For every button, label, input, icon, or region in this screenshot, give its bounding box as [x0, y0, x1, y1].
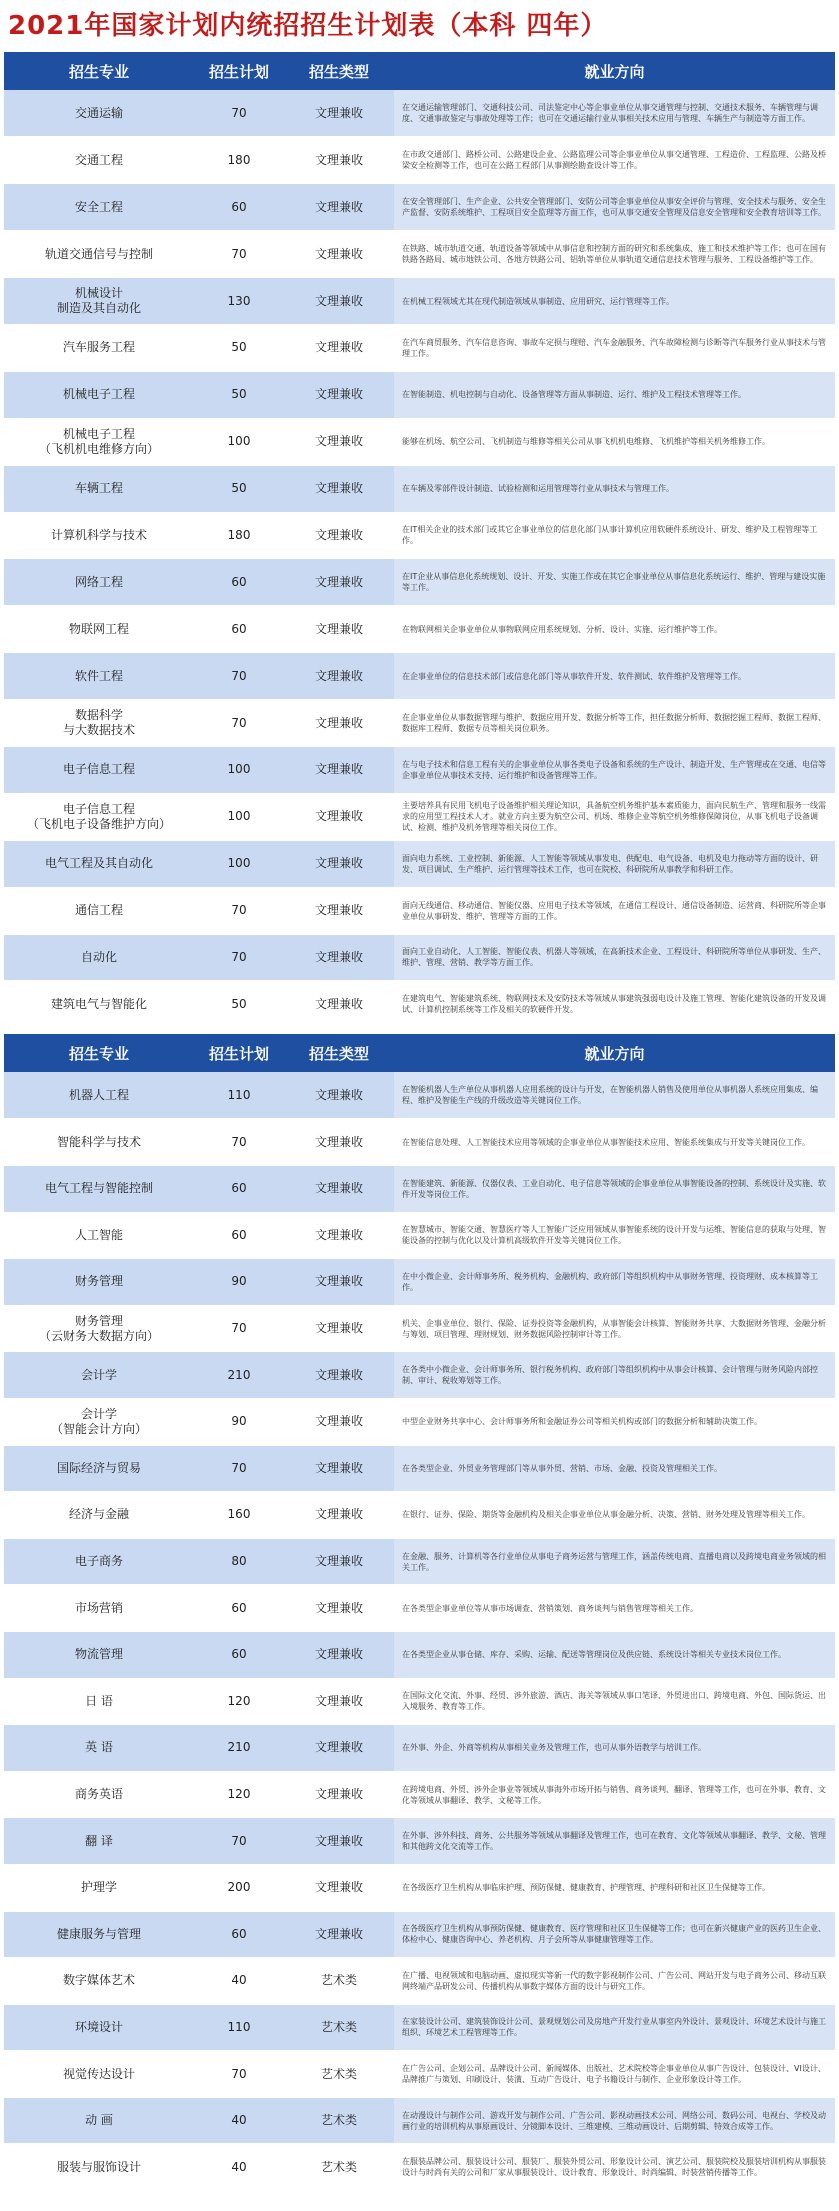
table-row	[4, 1492, 835, 1539]
plan-cell: 200	[194, 1864, 284, 1911]
major-cell: 电子商务	[4, 1538, 194, 1585]
enrollment-table-2	[4, 1034, 835, 2191]
major-cell: 国际经济与贸易	[4, 1445, 194, 1492]
table-body-2	[4, 1072, 835, 2190]
plan-cell: 70	[194, 1305, 284, 1352]
table-row	[4, 1259, 835, 1306]
type-cell: 文理兼收	[284, 1585, 394, 1632]
plan-cell: 50	[194, 465, 284, 512]
plan-cell: 90	[194, 1398, 284, 1445]
type-cell: 文理兼收	[284, 1119, 394, 1166]
table-row	[4, 324, 835, 371]
type-cell: 艺术类	[284, 2004, 394, 2051]
direction-cell: 在服装品牌公司、服装设计公司、服装厂、服装外贸公司、形象设计公司、演艺公司、服装院校及服装培训机构从事服装设计与时尚有关的公司和厂家从事服装设计、设计教育、形象设计、时尚编辑、时装营销传播等工作。	[394, 2144, 835, 2191]
table-row	[4, 1818, 835, 1865]
table-row	[4, 559, 835, 606]
type-cell: 文理兼收	[284, 465, 394, 512]
type-cell: 文理兼收	[284, 1445, 394, 1492]
major-cell: 健康服务与管理	[4, 1911, 194, 1958]
plan-cell: 100	[194, 418, 284, 465]
plan-cell: 40	[194, 2097, 284, 2144]
major-cell: 电气工程与智能控制	[4, 1166, 194, 1213]
direction-cell: 主要培养具有民用飞机电子设备维护相关理论知识，具备航空机务维护基本素质能力，面向民航生产、管理和服务一线需求的应用型工程技术人才。就业方向主要为航空公司、机场、维修企业等航空机务维修保障岗位，从事飞机电子设备调试、检测、维护及机务管理等相关岗位工作。	[394, 793, 835, 840]
type-cell: 艺术类	[284, 1958, 394, 2005]
table-row	[4, 2097, 835, 2144]
table-row	[4, 840, 835, 887]
type-cell: 文理兼收	[284, 137, 394, 184]
major-cell: 日 语	[4, 1678, 194, 1725]
major-cell: 环境设计	[4, 2004, 194, 2051]
table-row	[4, 371, 835, 418]
type-cell: 文理兼收	[284, 1818, 394, 1865]
header-type: 招生类型	[284, 1034, 394, 1072]
table-row	[4, 934, 835, 981]
major-cell: 机械电子工程	[4, 371, 194, 418]
type-cell: 文理兼收	[284, 746, 394, 793]
type-cell: 艺术类	[284, 2097, 394, 2144]
direction-cell: 在建筑电气、智能建筑系统、物联网技术及安防技术等领域从事建筑强弱电设计及施工管理、智能化建筑设备的开发及调试、计算机控制系统等工作及相关的软硬件开发。	[394, 981, 835, 1028]
table-body-1	[4, 90, 835, 1028]
plan-cell: 50	[194, 981, 284, 1028]
table-row	[4, 2004, 835, 2051]
major-cell: 通信工程	[4, 887, 194, 934]
direction-cell: 能够在机场、航空公司、飞机制造与维修等相关公司从事飞机机电维修、飞机维护等相关机务维修工作。	[394, 418, 835, 465]
direction-cell: 机关、企事业单位、银行、保险、证券投资等金融机构，从事智能会计核算、智能财务共享、大数据财务管理、金融分析与筹划、项目管理、理财规划、财务数据风险控制审计等工作。	[394, 1305, 835, 1352]
plan-cell: 70	[194, 934, 284, 981]
major-cell: 商务英语	[4, 1771, 194, 1818]
table-row	[4, 512, 835, 559]
table-row	[4, 793, 835, 840]
table-row	[4, 1678, 835, 1725]
direction-cell: 在动漫设计与制作公司、游戏开发与制作公司、广告公司、影视动画技术公司、网络公司、数码公司、电视台、学校及动画行业的培训机构从事原画设计、分镜脚本设计、三维建模、三维动画设计、后期剪辑、特效合成等工作。	[394, 2097, 835, 2144]
direction-cell: 在物联网相关企事业单位从事物联网应用系统规划、分析、设计、实施、运行维护等工作。	[394, 606, 835, 653]
table-row	[4, 1958, 835, 2005]
type-cell: 文理兼收	[284, 1911, 394, 1958]
page-title: 2021年国家计划内统招招生计划表（本科 四年）	[8, 11, 608, 41]
major-cell: 自动化	[4, 934, 194, 981]
type-cell: 文理兼收	[284, 1166, 394, 1213]
major-cell: 动 画	[4, 2097, 194, 2144]
table-row	[4, 981, 835, 1028]
direction-cell: 在各类型企事业单位等从事市场调查、营销策划、商务谈判与销售管理等相关工作。	[394, 1585, 835, 1632]
major-cell: 会计学	[4, 1352, 194, 1399]
header-direction: 就业方向	[394, 1034, 835, 1072]
plan-cell: 60	[194, 1911, 284, 1958]
major-cell: 翻 译	[4, 1818, 194, 1865]
major-cell: 经济与金融	[4, 1492, 194, 1539]
table-row	[4, 746, 835, 793]
type-cell: 文理兼收	[284, 1259, 394, 1306]
table-row	[4, 418, 835, 465]
major-cell: 汽车服务工程	[4, 324, 194, 371]
direction-cell: 在与电子技术和信息工程有关的企事业单位从事各类电子设备和系统的生产设计、制造开发、生产管理或在交通、电信等企事业单位从事技术支持、运行维护和设备管理等工作。	[394, 746, 835, 793]
type-cell: 文理兼收	[284, 1212, 394, 1259]
direction-cell: 在跨境电商、外贸、涉外企事业等领域从事海外市场开拓与销售、商务谈判、翻译、管理等工作，也可在外事、教育、文化等领域从事翻译、教学、文秘等工作。	[394, 1771, 835, 1818]
table-row	[4, 2051, 835, 2098]
plan-cell: 60	[194, 1631, 284, 1678]
major-cell: 计算机科学与技术	[4, 512, 194, 559]
header-direction: 就业方向	[394, 52, 835, 90]
type-cell: 文理兼收	[284, 1305, 394, 1352]
direction-cell: 在外事、外企、外商等机构从事相关业务及管理工作，也可从事外语教学与培训工作。	[394, 1725, 835, 1772]
plan-cell: 120	[194, 1678, 284, 1725]
plan-cell: 110	[194, 1072, 284, 1119]
direction-cell: 在广告公司、企划公司、品牌设计公司、新闻媒体、出版社、艺术院校等企事业单位从事广告设计、包装设计、VI设计、品牌推广与策划、印刷设计、装潢、互动广告设计、电子书籍设计与制作、企业形象设计等工作。	[394, 2051, 835, 2098]
enrollment-table-1	[4, 52, 835, 1028]
direction-cell: 在铁路、城市轨道交通、轨道设备等领域中从事信息和控制方面的研究和系统集成、施工和技术维护等工作；也可在国有铁路各路局、城市地铁公司、各地方铁路公司、铝轨等单位从事轨道交通信息技术管理与服务、工程设备维护等工作。	[394, 231, 835, 278]
plan-cell: 160	[194, 1492, 284, 1539]
major-cell: 物流管理	[4, 1631, 194, 1678]
type-cell: 文理兼收	[284, 418, 394, 465]
plan-cell: 70	[194, 1119, 284, 1166]
plan-cell: 120	[194, 1771, 284, 1818]
direction-cell: 在市政交通部门、路桥公司、公路建设企业、公路监理公司等企事业单位从事交通管理、工程造价、工程监理、公路及桥梁安全检测等工作，也可在公路工程部门从事测绘勘查设计等工作。	[394, 137, 835, 184]
direction-cell: 在企事业单位的信息技术部门或信息化部门等从事软件开发、软件测试、软件维护及管理等工作。	[394, 653, 835, 700]
direction-cell: 在智能机器人生产单位从事机器人应用系统的设计与开发，在智能机器人销售及使用单位从事机器人系统应用集成、编程、维护及智能生产线的升级改造等关键岗位工作。	[394, 1072, 835, 1119]
plan-cell: 110	[194, 2004, 284, 2051]
major-cell: 会计学 （智能会计方向）	[4, 1398, 194, 1445]
plan-cell: 180	[194, 512, 284, 559]
direction-cell: 在外事、涉外科技、商务、公共服务等领域从事翻译及管理工作，也可在教育、文化等领域从事翻译、教学、文秘、管理和其他跨文化交流等工作。	[394, 1818, 835, 1865]
type-cell: 文理兼收	[284, 1398, 394, 1445]
type-cell: 艺术类	[284, 2051, 394, 2098]
table-row	[4, 887, 835, 934]
table-row	[4, 465, 835, 512]
table-row	[4, 1398, 835, 1445]
type-cell: 文理兼收	[284, 1492, 394, 1539]
major-cell: 服装与服饰设计	[4, 2144, 194, 2191]
type-cell: 文理兼收	[284, 231, 394, 278]
type-cell: 文理兼收	[284, 512, 394, 559]
direction-cell: 面向工业自动化、人工智能、智能仪表、机器人等领域，在高新技术企业、工程设计、科研院所等单位从事研发、生产、维护、管理、营销、教学等方面工作。	[394, 934, 835, 981]
major-cell: 人工智能	[4, 1212, 194, 1259]
type-cell: 文理兼收	[284, 278, 394, 325]
table-row	[4, 1725, 835, 1772]
table-row	[4, 1911, 835, 1958]
plan-cell: 100	[194, 746, 284, 793]
direction-cell: 在各级医疗卫生机构从事临床护理、预防保健、健康教育、护理管理、护理科研和社区卫生保健等工作。	[394, 1864, 835, 1911]
plan-cell: 130	[194, 278, 284, 325]
table-row	[4, 1072, 835, 1119]
direction-cell: 在机械工程领域尤其在现代制造领域从事制造、应用研究、运行管理等工作。	[394, 278, 835, 325]
type-cell: 文理兼收	[284, 90, 394, 137]
major-cell: 交通运输	[4, 90, 194, 137]
major-cell: 数据科学 与大数据技术	[4, 700, 194, 747]
type-cell: 文理兼收	[284, 1725, 394, 1772]
plan-cell: 70	[194, 700, 284, 747]
plan-cell: 50	[194, 371, 284, 418]
plan-cell: 70	[194, 1445, 284, 1492]
type-cell: 文理兼收	[284, 1631, 394, 1678]
direction-cell: 在家装设计公司、建筑装饰设计公司、景观规划公司及房地产开发行业从事室内外设计、景观设计、环境艺术设计与施工组织、环境艺术工程管理等工作。	[394, 2004, 835, 2051]
direction-cell: 在汽车商贸服务、汽车信息咨询、事故车定损与理赔、汽车金融服务、汽车故障检测与诊断等汽车服务行业从事技术与管理工作。	[394, 324, 835, 371]
direction-cell: 在IT企业从事信息化系统规划、设计、开发、实施工作或在其它企事业单位从事信息化系统运行、维护、管理与建设实施等工作。	[394, 559, 835, 606]
major-cell: 智能科学与技术	[4, 1119, 194, 1166]
type-cell: 文理兼收	[284, 1771, 394, 1818]
direction-cell: 在智能建筑、新能源、仪器仪表、工业自动化、电子信息等领域的企事业单位从事智能设备的控制、系统设计及实施、软件开发等岗位工作。	[394, 1166, 835, 1213]
table-row	[4, 1631, 835, 1678]
major-cell: 物联网工程	[4, 606, 194, 653]
major-cell: 电子信息工程 （飞机电子设备维护方向）	[4, 793, 194, 840]
table-row	[4, 1166, 835, 1213]
major-cell: 机械设计 制造及其自动化	[4, 278, 194, 325]
plan-cell: 100	[194, 793, 284, 840]
table-row	[4, 1585, 835, 1632]
direction-cell: 面向无线通信、移动通信、智能仪器、应用电子技术等领域，在通信工程设计、通信设备制造、运营商、科研院所等企事业单位从事研发、维护、管理等方面的工作。	[394, 887, 835, 934]
table-row	[4, 137, 835, 184]
table-row	[4, 1119, 835, 1166]
table-header-row	[4, 1034, 835, 1072]
type-cell: 文理兼收	[284, 1538, 394, 1585]
table-row	[4, 231, 835, 278]
direction-cell: 在智能制造、机电控制与自动化、设备管理等方面从事制造、运行、维护及工程技术管理等工作。	[394, 371, 835, 418]
major-cell: 交通工程	[4, 137, 194, 184]
major-cell: 建筑电气与智能化	[4, 981, 194, 1028]
type-cell: 文理兼收	[284, 1678, 394, 1725]
direction-cell: 在广播、电视领域和电脑动画、虚拟现实等新一代的数字影视制作公司、广告公司、网站开发与电子商务公司、移动互联网终端产品研发公司、传播机构从事数字媒体方面的设计与研究工作。	[394, 1958, 835, 2005]
major-cell: 机器人工程	[4, 1072, 194, 1119]
plan-cell: 60	[194, 1166, 284, 1213]
plan-cell: 60	[194, 1585, 284, 1632]
direction-cell: 在交通运输管理部门、交通科技公司、司法鉴定中心等企事业单位从事交通管理与控制、交通技术服务、车辆管理与调度、交通事故鉴定与事故处理等工作；也可在交通运输行业从事相关技术应用与管理、车辆生产与制造等方面工作。	[394, 90, 835, 137]
major-cell: 电气工程及其自动化	[4, 840, 194, 887]
table-row	[4, 1212, 835, 1259]
type-cell: 艺术类	[284, 2144, 394, 2191]
table-row	[4, 1771, 835, 1818]
direction-cell: 在车辆及零部件设计制造、试验检测和运用管理等行业从事技术与管理工作。	[394, 465, 835, 512]
direction-cell: 在智慧城市、智能交通、智慧医疗等人工智能广泛应用领域从事智能系统的设计开发与运维、智能信息的获取与处理、智能设备的控制与优化以及计算机高级软件开发等关键岗位工作。	[394, 1212, 835, 1259]
plan-cell: 70	[194, 653, 284, 700]
plan-cell: 70	[194, 90, 284, 137]
plan-cell: 210	[194, 1352, 284, 1399]
plan-cell: 80	[194, 1538, 284, 1585]
header-plan: 招生计划	[194, 52, 284, 90]
plan-cell: 40	[194, 1958, 284, 2005]
major-cell: 网络工程	[4, 559, 194, 606]
table-row	[4, 1305, 835, 1352]
table-header-row	[4, 52, 835, 90]
direction-cell: 中型企业财务共享中心、会计师事务所和金融证券公司等相关机构或部门的数据分析和辅助决策工作。	[394, 1398, 835, 1445]
table-row	[4, 278, 835, 325]
major-cell: 英 语	[4, 1725, 194, 1772]
direction-cell: 在各级医疗卫生机构从事预防保健、健康教育、医疗管理和社区卫生保健等工作；也可在新兴健康产业的医药卫生企业、体检中心、健康咨询中心、养老机构、月子会所等从事健康管理等工作。	[394, 1911, 835, 1958]
direction-cell: 在IT相关企业的技术部门或其它企事业单位的信息化部门从事计算机应用软硬件系统设计、研发、维护及工程管理等工作。	[394, 512, 835, 559]
type-cell: 文理兼收	[284, 606, 394, 653]
major-cell: 轨道交通信号与控制	[4, 231, 194, 278]
table-row	[4, 1864, 835, 1911]
type-cell: 文理兼收	[284, 653, 394, 700]
plan-cell: 90	[194, 1259, 284, 1306]
plan-cell: 180	[194, 137, 284, 184]
major-cell: 护理学	[4, 1864, 194, 1911]
plan-cell: 100	[194, 840, 284, 887]
plan-cell: 70	[194, 2051, 284, 2098]
type-cell: 文理兼收	[284, 184, 394, 231]
type-cell: 文理兼收	[284, 793, 394, 840]
plan-cell: 40	[194, 2144, 284, 2191]
plan-cell: 70	[194, 231, 284, 278]
header-plan: 招生计划	[194, 1034, 284, 1072]
type-cell: 文理兼收	[284, 887, 394, 934]
header-type: 招生类型	[284, 52, 394, 90]
type-cell: 文理兼收	[284, 840, 394, 887]
direction-cell: 在各类型企业从事仓储、库存、采购、运输、配送等管理岗位及供应链、系统设计等相关专业技术岗位工作。	[394, 1631, 835, 1678]
table-row	[4, 184, 835, 231]
major-cell: 安全工程	[4, 184, 194, 231]
direction-cell: 在各类型企业、外贸业务管理部门等从事外贸、营销、市场、金融、投资及管理相关工作。	[394, 1445, 835, 1492]
table-row	[4, 2144, 835, 2191]
plan-cell: 70	[194, 887, 284, 934]
type-cell: 文理兼收	[284, 371, 394, 418]
header-major: 招生专业	[4, 52, 194, 90]
direction-cell: 在中小微企业、会计师事务所、税务机构、金融机构、政府部门等组织机构中从事财务管理、投资理财、成本核算等工作。	[394, 1259, 835, 1306]
major-cell: 数字媒体艺术	[4, 1958, 194, 2005]
plan-cell: 210	[194, 1725, 284, 1772]
major-cell: 财务管理	[4, 1259, 194, 1306]
plan-cell: 60	[194, 559, 284, 606]
type-cell: 文理兼收	[284, 324, 394, 371]
major-cell: 机械电子工程 （飞机机电维修方向）	[4, 418, 194, 465]
type-cell: 文理兼收	[284, 700, 394, 747]
type-cell: 文理兼收	[284, 1072, 394, 1119]
direction-cell: 在金融、服务、计算机等各行业单位从事电子商务运营与管理工作，涵盖传统电商、直播电商以及跨境电商业务领域的相关工作。	[394, 1538, 835, 1585]
table-row	[4, 653, 835, 700]
direction-cell: 在国际文化交流、外事、经贸、涉外旅游、酒店、海关等领域从事口笔译、外贸进出口、跨境电商、外包、国际货运、出入境服务、教育等工作。	[394, 1678, 835, 1725]
type-cell: 文理兼收	[284, 559, 394, 606]
table-row	[4, 90, 835, 137]
plan-cell: 60	[194, 606, 284, 653]
major-cell: 软件工程	[4, 653, 194, 700]
type-cell: 文理兼收	[284, 1352, 394, 1399]
plan-cell: 60	[194, 184, 284, 231]
type-cell: 文理兼收	[284, 934, 394, 981]
table-row	[4, 606, 835, 653]
major-cell: 电子信息工程	[4, 746, 194, 793]
major-cell: 市场营销	[4, 1585, 194, 1632]
table-row	[4, 1445, 835, 1492]
table-row	[4, 1352, 835, 1399]
plan-cell: 60	[194, 1212, 284, 1259]
direction-cell: 在企事业单位从事数据管理与维护、数据应用开发、数据分析等工作，担任数据分析师、数据挖掘工程师、数据工程师、数据库工程师、数据专员等相关岗位职务。	[394, 700, 835, 747]
type-cell: 文理兼收	[284, 981, 394, 1028]
major-cell: 视觉传达设计	[4, 2051, 194, 2098]
table-row	[4, 700, 835, 747]
plan-cell: 50	[194, 324, 284, 371]
type-cell: 文理兼收	[284, 1864, 394, 1911]
major-cell: 车辆工程	[4, 465, 194, 512]
direction-cell: 在银行、证券、保险、期货等金融机构及相关企事业单位从事金融分析、决策、营销、财务处理及管理等相关工作。	[394, 1492, 835, 1539]
header-major: 招生专业	[4, 1034, 194, 1072]
direction-cell: 在各类中小微企业、会计师事务所、银行税务机构、政府部门等组织机构中从事会计核算、会计管理与财务风险内部控制、审计、税收筹划等工作。	[394, 1352, 835, 1399]
direction-cell: 在智能信息处理、人工智能技术应用等领域的企事业单位从事智能技术应用、智能系统集成与开发等关键岗位工作。	[394, 1119, 835, 1166]
major-cell: 财务管理 （云财务大数据方向）	[4, 1305, 194, 1352]
plan-cell: 70	[194, 1818, 284, 1865]
table-row	[4, 1538, 835, 1585]
direction-cell: 面向电力系统、工业控制、新能源、人工智能等领域从事发电、供配电、电气设备、电机及电力拖动等方面的设计、研发、项目调试、生产维护、运行管理等技术工作，也可在院校、科研院所从事教学和科研工作。	[394, 840, 835, 887]
direction-cell: 在安全管理部门、生产企业、公共安全管理部门、安防公司等企事业单位从事安全评价与管理、安全技术与服务、安全生产监督、安防系统维护、工程项目安全监理等方面工作，也可从事交通安全管理及信息安全管理和安全教育培训等工作。	[394, 184, 835, 231]
